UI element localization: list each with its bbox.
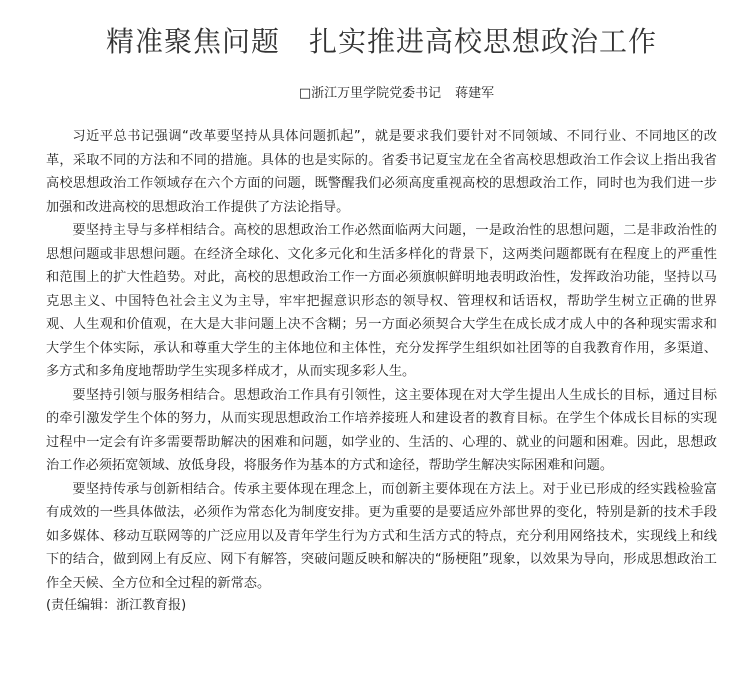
article-paragraph: 要坚持主导与多样相结合。高校的思想政治工作必然面临两大问题，一是政治性的思想问题，二是非政治性的思想问题或非思想问题。在经济全球化、文化多元化和生活多样化的背景下，这两类问题都既有在程度上的严重性和范围上的扩大性趋势。对此，高校的思想政治工作一方面必须旗帜鲜明地表明政治性，发挥政治功能，坚持以马克思主义、中国特色社会主义为主导，牢牢把握意识形态的领导权、管理权和话语权，帮助学生树立正确的世界观、人生观和价值观，在大是大非问题上决不含糊；另一方面必须契合大学生在成长成才成人中的各种现实需求和大学生个体实际，承认和尊重大学生的主体地位和主体性，充分发挥学生组织如社团等的自我教育作用，多渠道、多方式和多角度地帮助学生实现多样成才，从而实现多彩人生。	[46, 223, 717, 379]
article-title: 精准聚焦问题 扎实推进高校思想政治工作	[105, 25, 657, 58]
author-name: 蒋建军	[455, 86, 495, 101]
article-body	[46, 125, 717, 617]
author-role: □浙江万里学院党委书记	[298, 86, 442, 101]
article-paragraph: 习近平总书记强调“改革要坚持从具体问题抓起”，就是要求我们要针对不同领域、不同行业、不同地区的改革，采取不同的方法和不同的措施。具体的也是实际的。省委书记夏宝龙在全省高校思想政治工作会议上指出我省高校思想政治工作领域存在六个方面的问题，既警醒我们必须高度重视高校的思想政治工作，同时也为我们进一步加强和改进高校的思想政治工作提供了方法论指导。	[46, 129, 717, 215]
article-byline	[46, 62, 717, 104]
article-paragraph: 要坚持引领与服务相结合。思想政治工作具有引领性，这主要体现在对大学生提出人生成长的目标，通过目标的牵引激发学生个体的努力，从而实现思想政治工作培养接班人和建设者的教育目标。在学生个体成长目标的实现过程中一定会有许多需要帮助解决的困难和问题，如学业的、生活的、心理的、就业的问题和困难。因此，思想政治工作必须拓宽领域、放低身段，将服务作为基本的方式和途径，帮助学生解决实际困难和问题。	[46, 387, 717, 473]
article-paragraph: 要坚持传承与创新相结合。传承主要体现在理念上，而创新主要体现在方法上。对于业已形成的经实践检验富有成效的一些具体做法，必须作为常态化为制度安排。更为重要的是要适应外部世界的变化，特别是新的技术手段如多媒体、移动互联网等的广泛应用以及青年学生行为方式和生活方式的特点，充分利用网络技术，实现线上和线下的结合，做到网上有反应、网下有解答，突破问题反映和解决的“肠梗阻”现象，以效果为导向，形成思想政治工作全天候、全方位和全过程的新常态。	[46, 481, 717, 591]
editor-note: (责任编辑：浙江教育报)	[46, 598, 187, 613]
